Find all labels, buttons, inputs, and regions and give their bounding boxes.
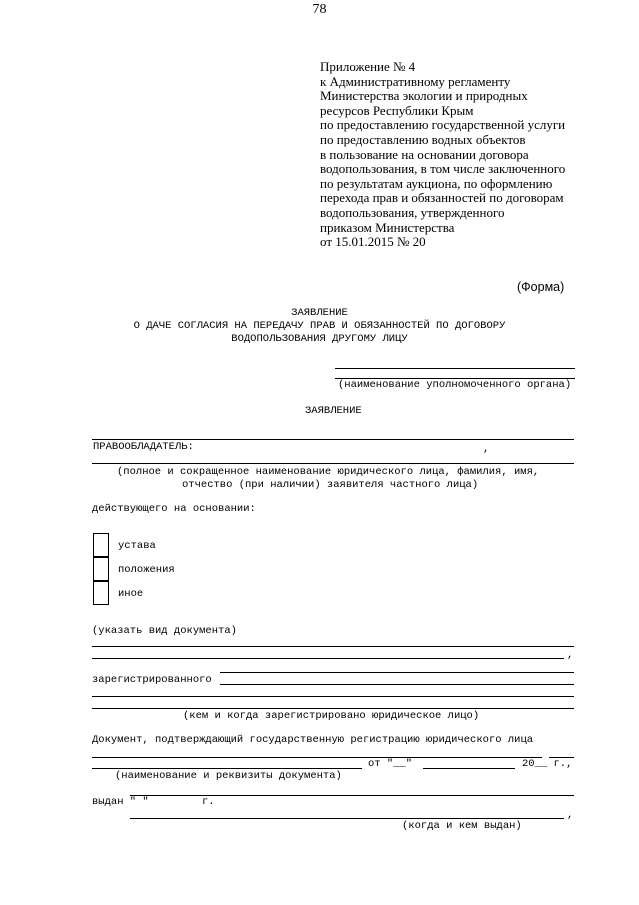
registered-caption: (кем и когда зарегистрировано юридическое лицо) bbox=[183, 710, 480, 722]
registered-label: зарегистрированного bbox=[92, 674, 212, 686]
registered-line[interactable] bbox=[92, 708, 574, 709]
appendix-line: водопользования, в том числе заключенного bbox=[320, 161, 566, 177]
doc-type-caption: (указать вид документа) bbox=[92, 625, 237, 637]
rightholder-caption-2: отчество (при наличии) заявителя частного лица) bbox=[182, 479, 479, 491]
rightholder-label: ПРАВООБЛАДАТЕЛЬ: bbox=[93, 441, 194, 453]
issued-label: выдан " " bbox=[92, 796, 149, 808]
doc-type-line[interactable] bbox=[92, 658, 564, 659]
appendix-line: Приложение № 4 bbox=[320, 59, 416, 74]
heading-line-3: ВОДОПОЛЬЗОВАНИЯ ДРУГОМУ ЛИЦУ bbox=[231, 333, 408, 345]
checkbox-other[interactable] bbox=[93, 581, 109, 605]
registration-doc-caption: (наименование и реквизиты документа) bbox=[115, 770, 342, 782]
issued-comma: , bbox=[567, 809, 574, 821]
date-year: 20__ г., bbox=[522, 758, 573, 770]
rightholder-field[interactable] bbox=[92, 463, 574, 464]
appendix-line: в пользование на основании договора bbox=[320, 146, 529, 162]
doc-type-line[interactable] bbox=[92, 646, 574, 647]
registered-line[interactable] bbox=[92, 696, 574, 697]
appendix-line: водопользования, утвержденного bbox=[320, 204, 505, 220]
appendix-line: Министерства экологии и природных bbox=[320, 88, 528, 104]
issued-field[interactable] bbox=[130, 818, 564, 819]
authority-caption: (наименование уполномоченного органа) bbox=[338, 379, 572, 391]
rightholder-caption-1: (полное и сокращенное наименование юридического лица, фамилия, имя, bbox=[117, 466, 540, 478]
appendix-line: приказом Министерства bbox=[320, 219, 455, 235]
page-number: 78 bbox=[312, 2, 327, 17]
appendix-line: от 15.01.2015 № 20 bbox=[320, 234, 426, 250]
authority-line[interactable] bbox=[335, 368, 575, 369]
rightholder-comma: , bbox=[483, 443, 490, 455]
registration-doc-label: Документ, подтверждающий государственную регистрацию юридического лица bbox=[92, 734, 534, 746]
checkbox-charter[interactable] bbox=[93, 533, 109, 557]
appendix-line: по результатам аукциона, по оформлению bbox=[320, 175, 553, 191]
registered-line[interactable] bbox=[220, 672, 574, 673]
checkbox-regulation[interactable] bbox=[93, 557, 109, 581]
issued-line[interactable] bbox=[130, 795, 574, 796]
appendix-line: по предоставлению водных объектов bbox=[320, 131, 526, 147]
rightholder-line-top bbox=[92, 439, 574, 440]
registration-doc-line[interactable] bbox=[92, 757, 542, 758]
issued-year: г. bbox=[202, 796, 215, 808]
appendix-line: ресурсов Республики Крым bbox=[320, 102, 474, 118]
date-from: от "__" bbox=[368, 758, 413, 770]
registration-doc-field[interactable] bbox=[92, 768, 362, 769]
heading-line-1: ЗАЯВЛЕНИЕ bbox=[291, 307, 348, 319]
appendix-line: по предоставлению государственной услуги bbox=[320, 117, 566, 133]
form-label: (Форма) bbox=[517, 280, 565, 294]
registered-line[interactable] bbox=[220, 684, 574, 685]
basis-option-regulation: положения bbox=[118, 564, 175, 576]
doc-type-comma: , bbox=[567, 649, 574, 661]
appendix-header bbox=[320, 60, 565, 250]
appendix-line: к Административному регламенту bbox=[320, 73, 511, 89]
date-month-field[interactable] bbox=[423, 768, 515, 769]
basis-label: действующего на основании: bbox=[92, 503, 256, 515]
appendix-line: перехода прав и обязанностей по договорам bbox=[320, 190, 564, 206]
heading-line-2: О ДАЧЕ СОГЛАСИЯ НА ПЕРЕДАЧУ ПРАВ И ОБЯЗАННОСТЕЙ ПО ДОГОВОРУ bbox=[133, 320, 506, 332]
issued-caption: (когда и кем выдан) bbox=[402, 820, 522, 832]
basis-option-other: иное bbox=[118, 588, 144, 600]
basis-option-charter: устава bbox=[118, 540, 156, 552]
application-title: ЗАЯВЛЕНИЕ bbox=[305, 405, 362, 417]
